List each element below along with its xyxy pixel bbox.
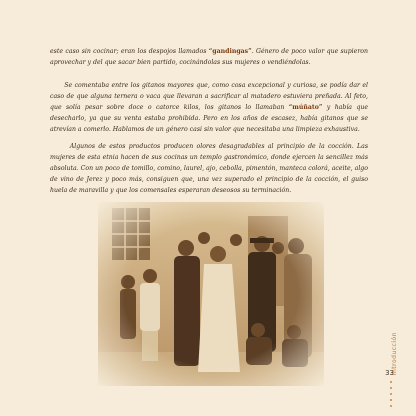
term-gandingas: “gandingas” <box>208 48 252 55</box>
paragraph-3-text: Algunos de estos productos producen olores desagradables al principio de la cocción. Las mujeres de esta etnia hacen de sus cocinas un templo gastronómico, donde ejercen la sencillez más absoluta. Con un poco de tomillo, comino, laurel, ajo, cebolla, pimentón, manteca colorá, aceite, algo de vino de Jerez y poco más, consiguen que, una vez superado el principio de la cocción, el guiso huela de maravilla y que los comensales esperaran deseosos su terminación. <box>50 143 368 194</box>
paragraph-1-text-a: este caso sin cocinar; eran los despojos llamados <box>50 48 209 55</box>
paragraph-2-text-b: y había que desecharlo, ya que su venta estaba prohibida. Pero en los años de escasez, había gitanos que se atrevían a comerlo. Hablamos de un género casi sin valor que necesitaba una limpieza exhaustiva. <box>50 104 368 133</box>
page-number: 33 <box>385 369 394 377</box>
sepia-group-photo <box>98 202 324 386</box>
paragraph-2-text-a: Se comentaba entre los gitanos mayores que, como cosa excepcional y curiosa, se podía dar el caso de que alguna ternera o vaca que llevaran a sacrificar al matadero estuviera preñada. Al feto, que solía pesar sobre doce o catorce kilos, los gitanos lo llamaban <box>50 82 368 111</box>
decorative-dots <box>389 381 393 411</box>
section-tab: Introducción <box>391 332 398 376</box>
paragraph-1 <box>50 46 368 68</box>
paragraph-1-text-b: . Género de poco valor que supieron aprovechar y del que sacar bien partido, cocinándolas sus mujeres o vendiéndolas. <box>50 48 368 66</box>
term-munato: “múñato” <box>288 104 323 111</box>
paragraph-2 <box>50 80 368 135</box>
paragraph-3 <box>50 141 368 196</box>
